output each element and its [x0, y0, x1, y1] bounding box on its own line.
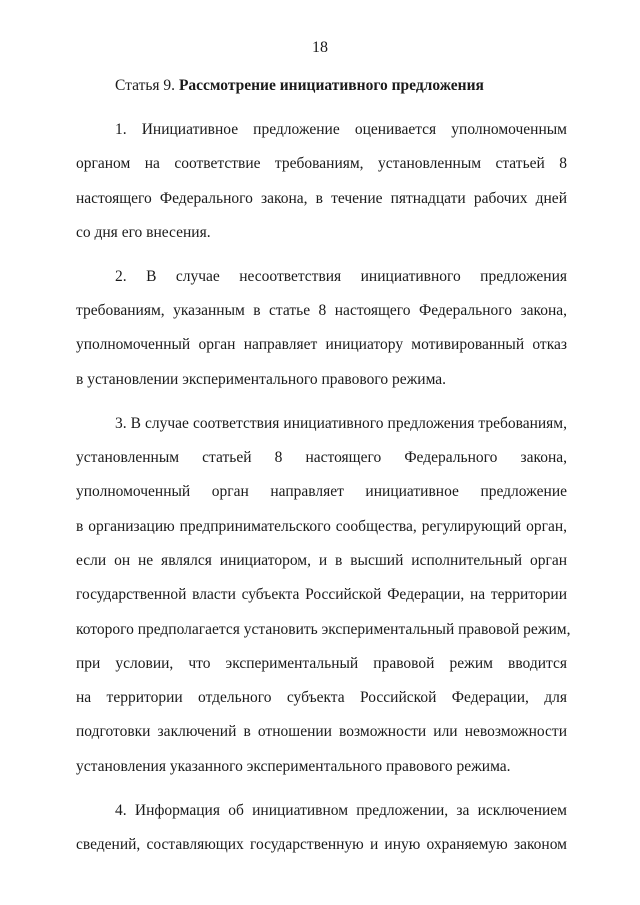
- paragraph-1: [76, 118, 567, 255]
- paragraph-3: [76, 412, 571, 789]
- document-body: [76, 74, 571, 867]
- text-line: на территории отдельного субъекта Российской Федерации, для: [76, 689, 567, 707]
- text-line: установленным статьей 8 настоящего Федерального закона,: [76, 449, 567, 467]
- text-line: уполномоченный орган направляет инициатору мотивированный отказ: [76, 336, 567, 354]
- paragraph-2: [76, 265, 567, 402]
- text-line: 3. В случае соответствия инициативного предложения требованиям,: [115, 414, 567, 432]
- text-line: если он не являлся инициатором, и в высший исполнительный орган: [76, 551, 567, 569]
- text-line: 4. Информация об инициативном предложении, за исключением: [115, 801, 567, 819]
- paragraph-4: [76, 799, 567, 868]
- text-line: 2. В случае несоответствия инициативного предложения: [115, 267, 567, 285]
- text-line: 1. Инициативное предложение оценивается уполномоченным: [115, 120, 567, 138]
- article-title: Рассмотрение инициативного предложения: [178, 77, 484, 94]
- text-line: сведений, составляющих государственную и иную охраняемую законом: [76, 835, 567, 853]
- article-heading: [76, 74, 567, 108]
- article-prefix: Статья 9.: [115, 77, 179, 94]
- text-line: в организацию предпринимательского сообщества, регулирующий орган,: [76, 517, 567, 535]
- text-line: которого предполагается установить экспериментальный правовой режим,: [76, 620, 571, 638]
- text-line: при условии, что экспериментальный правовой режим вводится: [76, 654, 567, 672]
- text-line: органом на соответствие требованиям, установленным статьей 8: [76, 155, 567, 173]
- text-line: настоящего Федерального закона, в течение пятнадцати рабочих дней: [76, 189, 567, 207]
- text-line: установления указанного экспериментального правового режима.: [76, 757, 511, 775]
- text-line: подготовки заключений в отношении возможности или невозможности: [76, 723, 567, 741]
- text-line: уполномоченный орган направляет инициативное предложение: [76, 483, 567, 501]
- text-line: требованиям, указанным в статье 8 настоящего Федерального закона,: [76, 302, 567, 320]
- text-line: государственной власти субъекта Российской Федерации, на территории: [76, 586, 567, 604]
- text-line: со дня его внесения.: [76, 223, 211, 241]
- page-number: 18: [312, 39, 328, 56]
- text-line: в установлении экспериментального правового режима.: [76, 370, 447, 388]
